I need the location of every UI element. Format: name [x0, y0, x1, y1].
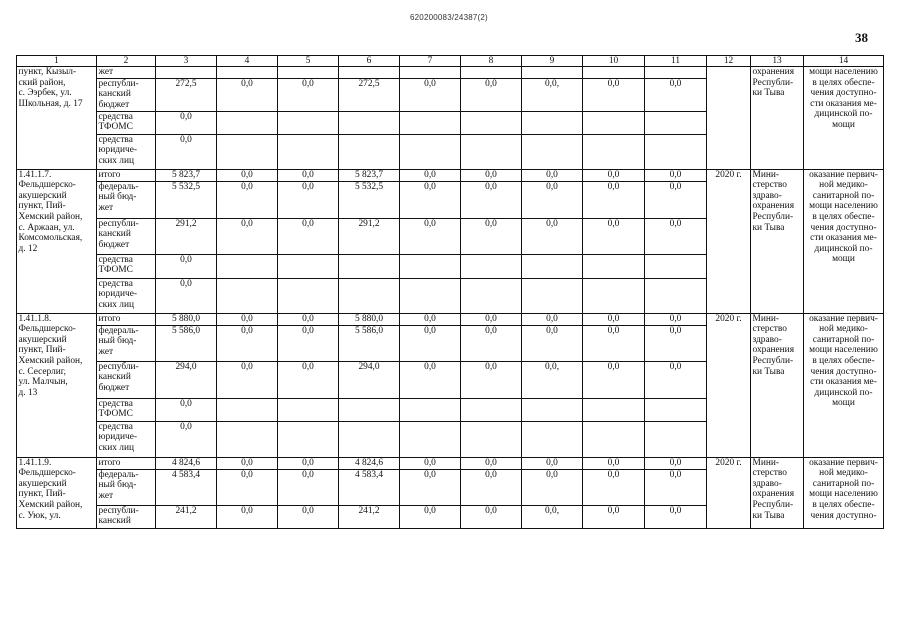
value-cell [461, 398, 522, 421]
column-header-11: 11 [645, 56, 707, 67]
value-cell: 0,0 [278, 313, 339, 325]
funding-source: федераль- ный бюд- жет [97, 469, 156, 505]
purpose-text: оказание первич- ной медико- санитарной по- мощи населению в целях обеспе- чения доступно- [804, 457, 884, 528]
responsible-ministry: Мини- стерство здраво- охранения Республи- ки Тыва [751, 457, 804, 528]
value-cell: 0,0 [278, 218, 339, 254]
value-cell: 0,0 [522, 469, 583, 505]
value-cell: 0,0 [278, 505, 339, 528]
funding-source: средства ТФОМС [97, 254, 156, 278]
value-cell: 0,0 [217, 218, 278, 254]
value-cell: 4 583,4 [339, 469, 400, 505]
value-cell [583, 111, 645, 134]
value-cell: 291,2 [339, 218, 400, 254]
value-cell: 0,0 [583, 181, 645, 218]
value-cell [339, 254, 400, 278]
value-cell [645, 421, 707, 457]
value-cell: 0,0 [461, 78, 522, 111]
value-cell: 0,0 [278, 457, 339, 469]
year-cell: 2020 г. [707, 169, 751, 313]
year-cell: 2020 г. [707, 313, 751, 457]
funding-source: итого [97, 457, 156, 469]
value-cell [461, 278, 522, 313]
value-cell: 0,0 [217, 469, 278, 505]
value-cell [217, 398, 278, 421]
column-header-2: 2 [97, 56, 156, 67]
column-header-7: 7 [400, 56, 461, 67]
value-cell [645, 278, 707, 313]
value-cell [645, 254, 707, 278]
value-cell [583, 278, 645, 313]
value-cell: 0,0 [278, 361, 339, 398]
table-row [17, 457, 884, 469]
funding-source: итого [97, 313, 156, 325]
value-cell [522, 111, 583, 134]
value-cell: 5 532,5 [156, 181, 217, 218]
value-cell: 0,0, [522, 505, 583, 528]
value-cell: 0,0 [461, 457, 522, 469]
value-cell [522, 254, 583, 278]
value-cell: 294,0 [339, 361, 400, 398]
value-cell: 0,0 [278, 181, 339, 218]
value-cell [400, 111, 461, 134]
value-cell [339, 134, 400, 169]
table-row [17, 313, 884, 325]
value-cell: 4 824,6 [156, 457, 217, 469]
value-cell: 5 823,7 [156, 169, 217, 181]
value-cell: 0,0, [522, 78, 583, 111]
value-cell: 0,0 [217, 181, 278, 218]
value-cell: 0,0 [278, 469, 339, 505]
value-cell: 0,0 [156, 134, 217, 169]
value-cell [583, 421, 645, 457]
value-cell: 0,0 [461, 313, 522, 325]
value-cell [522, 134, 583, 169]
value-cell: 0,0 [583, 169, 645, 181]
value-cell: 0,0 [522, 218, 583, 254]
value-cell [278, 398, 339, 421]
value-cell: 0,0 [217, 325, 278, 361]
value-cell: 0,0 [217, 169, 278, 181]
year-cell: 2020 г. [707, 457, 751, 528]
page-number: 38 [855, 30, 868, 45]
value-cell: 0,0 [583, 325, 645, 361]
value-cell: 0,0 [522, 313, 583, 325]
value-cell: 0,0, [522, 361, 583, 398]
column-header-13: 13 [751, 56, 804, 67]
value-cell: 0,0 [522, 169, 583, 181]
value-cell: 0,0 [645, 457, 707, 469]
value-cell [461, 67, 522, 79]
value-cell: 0,0 [156, 278, 217, 313]
column-header-3: 3 [156, 56, 217, 67]
value-cell: 0,0 [400, 505, 461, 528]
value-cell: 0,0 [461, 361, 522, 398]
value-cell: 0,0 [583, 457, 645, 469]
value-cell: 0,0 [461, 218, 522, 254]
purpose-text: оказание первич- ной медико- санитарной по- мощи населению в целях обеспе- чения доступно- сти оказания ме- дицинской по- мощи [804, 313, 884, 457]
value-cell [339, 278, 400, 313]
value-cell [461, 421, 522, 457]
value-cell: 0,0 [461, 505, 522, 528]
value-cell [400, 254, 461, 278]
value-cell [339, 421, 400, 457]
value-cell: 0,0 [583, 313, 645, 325]
value-cell: 4 824,6 [339, 457, 400, 469]
value-cell [583, 134, 645, 169]
value-cell [645, 67, 707, 79]
value-cell: 0,0 [583, 361, 645, 398]
value-cell [217, 111, 278, 134]
funding-source: федераль- ный бюд- жет [97, 181, 156, 218]
value-cell [217, 254, 278, 278]
value-cell: 0,0 [217, 457, 278, 469]
value-cell: 0,0 [645, 325, 707, 361]
funding-source: средства юридиче- ских лиц [97, 134, 156, 169]
value-cell: 5 823,7 [339, 169, 400, 181]
value-cell [217, 67, 278, 79]
value-cell: 241,2 [339, 505, 400, 528]
value-cell: 0,0 [278, 78, 339, 111]
value-cell: 0,0 [645, 78, 707, 111]
column-header-14: 14 [804, 56, 884, 67]
value-cell: 0,0 [400, 181, 461, 218]
value-cell [461, 254, 522, 278]
value-cell: 0,0 [522, 457, 583, 469]
value-cell: 0,0 [645, 505, 707, 528]
value-cell [645, 111, 707, 134]
value-cell [522, 398, 583, 421]
value-cell: 0,0 [400, 78, 461, 111]
value-cell [217, 134, 278, 169]
column-header-10: 10 [583, 56, 645, 67]
funding-source: республи- канский бюджет [97, 78, 156, 111]
value-cell: 0,0 [400, 469, 461, 505]
value-cell: 0,0 [400, 361, 461, 398]
column-header-5: 5 [278, 56, 339, 67]
value-cell: 0,0 [461, 169, 522, 181]
value-cell: 272,5 [339, 78, 400, 111]
value-cell: 0,0 [217, 78, 278, 111]
value-cell [522, 67, 583, 79]
funding-source: средства юридиче- ских лиц [97, 421, 156, 457]
value-cell: 0,0 [583, 78, 645, 111]
table-row [17, 67, 884, 79]
value-cell [583, 254, 645, 278]
value-cell: 0,0 [461, 325, 522, 361]
value-cell [645, 398, 707, 421]
value-cell [400, 421, 461, 457]
column-header-4: 4 [217, 56, 278, 67]
column-header-12: 12 [707, 56, 751, 67]
column-header-1: 1 [17, 56, 97, 67]
table-row [17, 169, 884, 181]
value-cell [278, 134, 339, 169]
value-cell: 0,0 [400, 325, 461, 361]
value-cell: 0,0 [583, 505, 645, 528]
value-cell: 0,0 [645, 169, 707, 181]
value-cell [339, 398, 400, 421]
item-description: 1.41.1.7. Фельдшерско- акушерский пункт, Пий- Хемский район, с. Аржаан, ул. Комсомольская, д. 12 [17, 169, 97, 313]
value-cell [156, 67, 217, 79]
value-cell: 5 532,5 [339, 181, 400, 218]
column-header-6: 6 [339, 56, 400, 67]
value-cell: 0,0 [400, 313, 461, 325]
value-cell [400, 398, 461, 421]
value-cell [278, 67, 339, 79]
budget-table [16, 55, 884, 529]
value-cell [461, 134, 522, 169]
value-cell: 0,0 [156, 111, 217, 134]
value-cell: 241,2 [156, 505, 217, 528]
value-cell: 0,0 [156, 254, 217, 278]
value-cell: 272,5 [156, 78, 217, 111]
value-cell: 0,0 [645, 313, 707, 325]
value-cell [645, 134, 707, 169]
column-header-9: 9 [522, 56, 583, 67]
value-cell [522, 421, 583, 457]
value-cell: 0,0 [461, 181, 522, 218]
year-cell [707, 67, 751, 170]
value-cell [339, 67, 400, 79]
value-cell: 5 880,0 [339, 313, 400, 325]
funding-source: республи- канский [97, 505, 156, 528]
value-cell: 0,0 [217, 361, 278, 398]
responsible-ministry: Мини- стерство здраво- охранения Республи- ки Тыва [751, 169, 804, 313]
value-cell [583, 67, 645, 79]
value-cell [278, 421, 339, 457]
value-cell [278, 278, 339, 313]
header-row [17, 56, 884, 67]
value-cell [278, 254, 339, 278]
value-cell [278, 111, 339, 134]
value-cell: 0,0 [645, 361, 707, 398]
document-number: 620200083/24387(2) [410, 13, 488, 22]
value-cell: 5 586,0 [156, 325, 217, 361]
value-cell: 5 880,0 [156, 313, 217, 325]
value-cell [400, 278, 461, 313]
value-cell [339, 111, 400, 134]
purpose-text: мощи населению в целях обеспе- чения доступно- сти оказания ме- дицинской по- мощи [804, 67, 884, 170]
value-cell [522, 278, 583, 313]
item-description: пункт, Кызыл- ский район, с. Ээрбек, ул. Школьная, д. 17 [17, 67, 97, 170]
value-cell [217, 421, 278, 457]
funding-source: республи- канский бюджет [97, 218, 156, 254]
responsible-ministry: охранения Республи- ки Тыва [751, 67, 804, 170]
value-cell: 0,0 [583, 218, 645, 254]
value-cell: 0,0 [400, 457, 461, 469]
value-cell: 0,0 [645, 181, 707, 218]
value-cell: 0,0 [217, 313, 278, 325]
item-description: 1.41.1.9. Фельдшерско- акушерский пункт, Пий- Хемский район, с. Уюк, ул. [17, 457, 97, 528]
value-cell: 294,0 [156, 361, 217, 398]
value-cell: 5 586,0 [339, 325, 400, 361]
value-cell: 0,0 [156, 421, 217, 457]
value-cell: 0,0 [156, 398, 217, 421]
value-cell: 0,0 [278, 325, 339, 361]
value-cell: 0,0 [278, 169, 339, 181]
funding-source: итого [97, 169, 156, 181]
value-cell: 0,0 [645, 218, 707, 254]
value-cell [583, 398, 645, 421]
responsible-ministry: Мини- стерство здраво- охранения Республи- ки Тыва [751, 313, 804, 457]
value-cell: 0,0 [522, 325, 583, 361]
value-cell: 4 583,4 [156, 469, 217, 505]
funding-source: средства юридиче- ских лиц [97, 278, 156, 313]
item-description: 1.41.1.8. Фельдшерско- акушерский пункт, Пий- Хемский район, с. Сесерлиг, ул. Малчын, д. 13 [17, 313, 97, 457]
funding-source: средства ТФОМС [97, 111, 156, 134]
funding-source: жет [97, 67, 156, 79]
value-cell: 0,0 [583, 469, 645, 505]
value-cell: 0,0 [461, 469, 522, 505]
funding-source: средства ТФОМС [97, 398, 156, 421]
purpose-text: оказание первич- ной медико- санитарной по- мощи населению в целях обеспе- чения доступно- сти оказания ме- дицинской по- мощи [804, 169, 884, 313]
funding-source: республи- канский бюджет [97, 361, 156, 398]
value-cell [217, 278, 278, 313]
value-cell: 0,0 [522, 181, 583, 218]
value-cell [461, 111, 522, 134]
value-cell: 0,0 [645, 469, 707, 505]
value-cell [400, 134, 461, 169]
value-cell [400, 67, 461, 79]
value-cell: 0,0 [400, 218, 461, 254]
funding-source: федераль- ный бюд- жет [97, 325, 156, 361]
value-cell: 0,0 [217, 505, 278, 528]
column-header-8: 8 [461, 56, 522, 67]
value-cell: 0,0 [400, 169, 461, 181]
value-cell: 291,2 [156, 218, 217, 254]
